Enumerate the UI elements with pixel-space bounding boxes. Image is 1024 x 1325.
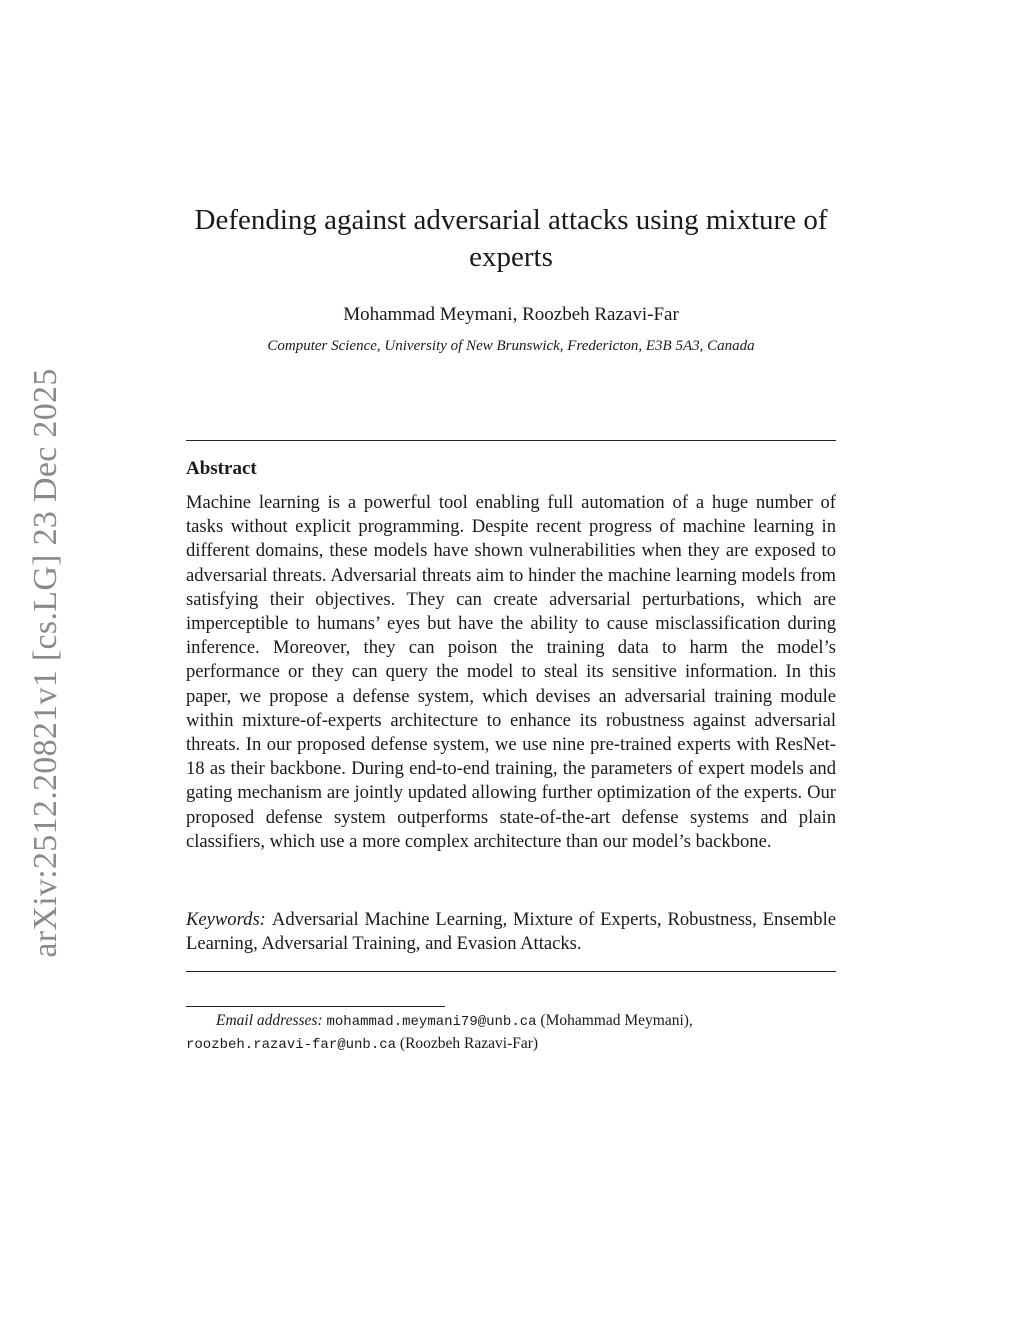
email-link-meymani[interactable]: mohammad.meymani79@unb.ca [326, 1014, 537, 1030]
keywords-label: Keywords: [186, 909, 266, 930]
abstract-heading: Abstract [186, 458, 257, 479]
abstract-body: Machine learning is a powerful tool enabling full automation of a huge number of tasks without explicit programming. Despite recent progress of machine learning in different domains, these models have shown vulnerabilities when they are exposed to adversarial threats. Adversarial threats aim to hinder the machine learning models from satisfying their objectives. They can create adversarial perturbations, which are imperceptible to humans’ eyes but have the ability to cause misclassification during inference. Moreover, they can poison the training data to harm the model’s performance or they can query the model to steal its sensitive information. In this paper, we propose a defense system, which devises an adversarial training module within mixture-of-experts architecture to enhance its robustness against adversarial threats. In our proposed defense system, we use nine pre-trained experts with ResNet-18 as their backbone. During end-to-end training, the parameters of expert models and gating mechanism are jointly updated allowing further optimization of the experts. Our proposed defense system outperforms state-of-the-art defense systems and plain classifiers, which use a more complex architecture than our model’s backbone. [186, 492, 836, 852]
keywords-section [186, 908, 836, 956]
email-owner-razavi-far: (Roozbeh Razavi-Far) [399, 1035, 539, 1052]
footnote-rule [186, 1006, 445, 1007]
arxiv-identifier-stamp: arXiv:2512.20821v1 [cs.LG] 23 Dec 2025 [27, 368, 64, 958]
email-link-razavi-far[interactable]: roozbeh.razavi-far@unb.ca [186, 1037, 397, 1053]
author-affiliation: Computer Science, University of New Brunswick, Fredericton, E3B 5A3, Canada [267, 338, 755, 354]
abstract-top-rule [186, 440, 836, 441]
keywords-text: Adversarial Machine Learning, Mixture of Experts, Robustness, Ensemble Learning, Adversarial Training, and Evasion Attacks. [186, 909, 836, 955]
abstract-bottom-rule [186, 971, 836, 972]
email-footnote [186, 1010, 836, 1056]
email-footnote-label: Email addresses: [216, 1012, 323, 1029]
paper-title: Defending against adversarial attacks using mixture of experts [194, 204, 828, 273]
author-list: Mohammad Meymani, Roozbeh Razavi-Far [343, 304, 679, 325]
email-owner-meymani: (Mohammad Meymani), [540, 1012, 693, 1029]
